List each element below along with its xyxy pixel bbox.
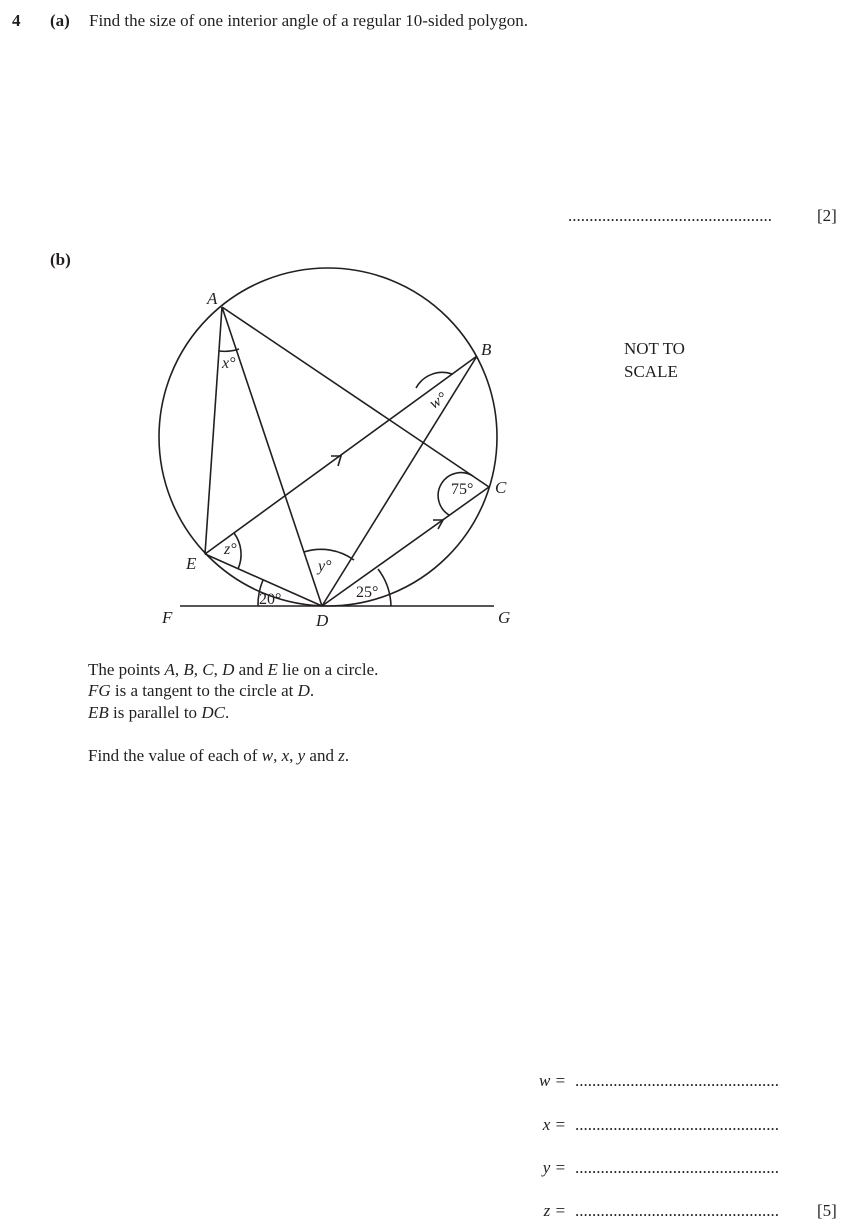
answer-x-label: x =	[542, 1115, 566, 1134]
point-c-label: C	[495, 478, 507, 497]
angle-25-label: 25°	[356, 584, 379, 601]
arc-w	[416, 372, 452, 388]
question-number: 4	[12, 11, 21, 30]
angle-20-label: 20°	[259, 591, 282, 608]
answer-w-line[interactable]: ................................................	[575, 1071, 779, 1090]
part-a-label: (a)	[50, 11, 70, 30]
answer-y-line[interactable]: ................................................	[575, 1158, 779, 1177]
angle-w-label: w°	[426, 389, 451, 413]
statement-tangent: FG is a tangent to the circle at D.	[88, 681, 315, 700]
part-a-marks: [2]	[817, 206, 837, 225]
angle-z-label: z°	[224, 541, 237, 558]
point-b-label: B	[481, 340, 492, 359]
part-b-marks: [5]	[817, 1201, 837, 1220]
angle-75-label: 75°	[451, 481, 474, 498]
statement-points-on-circle: The points A, B, C, D and E lie on a circle.	[88, 660, 379, 679]
point-f-label: F	[162, 608, 173, 627]
answer-z-line[interactable]: ................................................	[575, 1201, 779, 1220]
not-to-scale-line-1: NOT TO	[624, 339, 685, 358]
parallel-arrow-dc	[433, 520, 443, 529]
answer-y-label: y =	[542, 1158, 566, 1177]
chord-ac	[222, 307, 489, 487]
answer-z-label: z =	[543, 1201, 566, 1220]
angle-x-label: x°	[222, 355, 236, 372]
point-e-label: E	[186, 554, 197, 573]
not-to-scale-line-2: SCALE	[624, 362, 678, 381]
arc-25	[378, 569, 391, 606]
chord-ad	[222, 307, 322, 606]
answer-x-line[interactable]: ................................................	[575, 1115, 779, 1134]
chord-dc	[322, 487, 489, 606]
point-a-label: A	[207, 289, 218, 308]
chord-ae	[205, 307, 222, 554]
instruction-find-values: Find the value of each of w, x, y and z.	[88, 746, 350, 765]
angle-y-label: y°	[318, 558, 332, 575]
point-d-label: D	[316, 611, 329, 630]
part-b-label: (b)	[50, 250, 71, 269]
answer-w-label: w =	[538, 1071, 566, 1090]
part-a-answer-line[interactable]: ................................................	[568, 206, 772, 225]
point-g-label: G	[498, 608, 511, 627]
statement-parallel: EB is parallel to DC.	[88, 703, 230, 722]
part-a-text: Find the size of one interior angle of a regular 10-sided polygon.	[89, 11, 529, 30]
